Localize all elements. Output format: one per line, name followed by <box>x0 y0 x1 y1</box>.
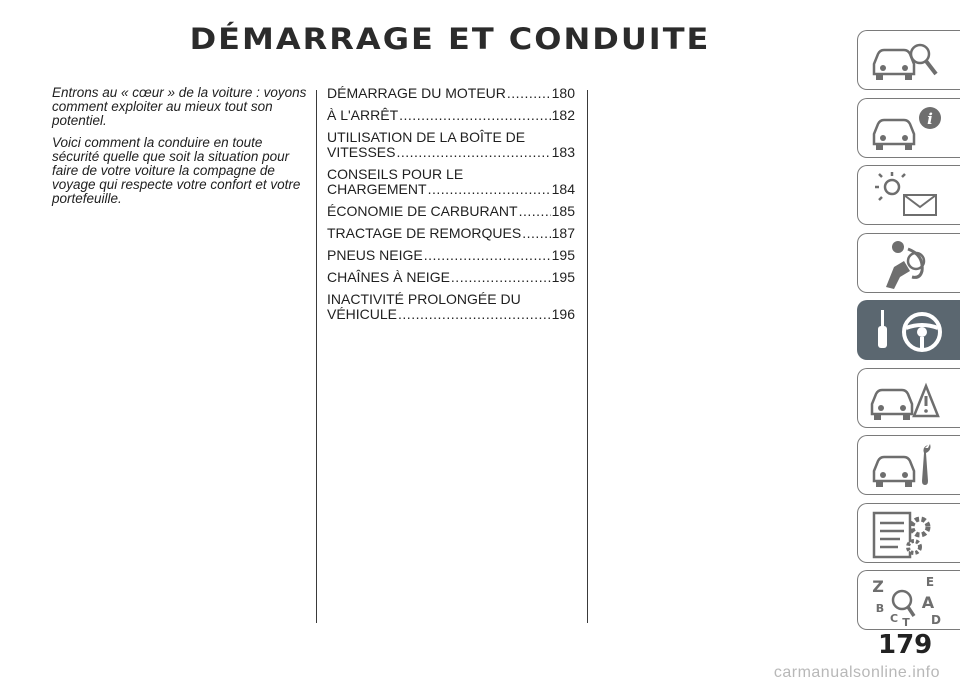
svg-text:Z: Z <box>872 577 884 596</box>
page-number: 179 <box>878 630 933 660</box>
intro-text <box>52 86 310 214</box>
toc-page-number: 195 <box>551 247 575 263</box>
toc-page-number: 195 <box>551 269 575 285</box>
chapter-tab-car-maintenance[interactable] <box>857 435 960 495</box>
toc-entry-label: CHARGEMENT <box>327 181 427 197</box>
column-divider-left <box>316 90 317 623</box>
chapter-tab-car-search[interactable] <box>857 30 960 90</box>
seat-airbag-icon <box>864 237 948 291</box>
toc-entry[interactable] <box>327 130 575 160</box>
toc-page-number: 180 <box>551 85 575 101</box>
toc-leader-dots <box>507 86 551 101</box>
toc-entry-label: UTILISATION DE LA BOÎTE DE <box>327 129 526 145</box>
chapter-tab-alphabetical-index[interactable] <box>857 570 960 630</box>
table-of-contents <box>327 86 575 329</box>
toc-leader-dots <box>428 182 551 197</box>
svg-text:i: i <box>927 109 933 128</box>
toc-leader-dots <box>396 145 550 160</box>
car-search-icon <box>864 34 948 88</box>
svg-text:A: A <box>921 593 935 612</box>
specifications-gears-icon <box>864 507 948 561</box>
toc-leader-dots <box>398 307 551 322</box>
toc-page-number: 196 <box>551 306 575 322</box>
toc-page-number: 187 <box>551 225 575 241</box>
toc-leader-dots <box>451 270 551 285</box>
toc-entry-label: VITESSES <box>327 144 396 160</box>
svg-text:E: E <box>925 575 935 589</box>
toc-entry[interactable] <box>327 248 575 263</box>
svg-text:B: B <box>875 602 885 615</box>
svg-text:D: D <box>931 613 941 627</box>
column-divider-right <box>587 90 588 623</box>
chapter-tab-key-steering-wheel[interactable] <box>857 300 960 360</box>
car-info-icon <box>864 102 948 156</box>
toc-entry-label: TRACTAGE DE REMORQUES <box>327 225 522 241</box>
toc-page-number: 182 <box>551 107 575 123</box>
car-emergency-icon <box>864 372 948 426</box>
toc-entry-label: DÉMARRAGE DU MOTEUR <box>327 85 506 101</box>
chapter-tab-seat-airbag[interactable] <box>857 233 960 293</box>
chapter-tab-car-emergency[interactable] <box>857 368 960 428</box>
chapter-tab-specifications-gears[interactable] <box>857 503 960 563</box>
toc-leader-dots <box>522 226 550 241</box>
toc-entry-label: INACTIVITÉ PROLONGÉE DU <box>327 291 521 307</box>
toc-entry[interactable] <box>327 167 575 197</box>
toc-entry-label: CHAÎNES À NEIGE <box>327 269 450 285</box>
toc-leader-dots <box>519 204 551 219</box>
intro-paragraph: Entrons au « cœur » de la voiture : voyons comment exploiter au mieux tout son potentiel. <box>52 85 307 128</box>
toc-leader-dots <box>424 248 551 263</box>
alphabetical-index-icon <box>864 574 948 628</box>
toc-entry-label: ÉCONOMIE DE CARBURANT <box>327 203 518 219</box>
intro-paragraph: Voici comment la conduire en toute sécurité quelle que soit la situation pour faire de votre voiture la compagne de voyage qui respecte votre confort et votre portefeuille. <box>52 135 301 206</box>
toc-entry[interactable] <box>327 226 575 241</box>
toc-entry[interactable] <box>327 86 575 101</box>
svg-text:C: C <box>889 612 899 625</box>
toc-entry[interactable] <box>327 108 575 123</box>
toc-page-number: 185 <box>551 203 575 219</box>
toc-entry-label: CONSEILS POUR LE <box>327 166 464 182</box>
toc-entry-label: PNEUS NEIGE <box>327 247 423 263</box>
page-title: DÉMARRAGE ET CONDUITE <box>189 21 711 57</box>
toc-entry-label: VÉHICULE <box>327 306 398 322</box>
key-steering-wheel-icon <box>864 304 948 358</box>
toc-leader-dots <box>399 108 551 123</box>
toc-entry-label: À L'ARRÊT <box>327 107 399 123</box>
svg-text:T: T <box>902 616 910 628</box>
chapter-tab-warning-light-message[interactable] <box>857 165 960 225</box>
toc-entry[interactable] <box>327 270 575 285</box>
toc-entry[interactable] <box>327 204 575 219</box>
watermark: carmanualsonline.info <box>773 664 940 681</box>
warning-light-message-icon <box>864 169 948 223</box>
toc-entry[interactable] <box>327 292 575 322</box>
toc-page-number: 183 <box>551 144 575 160</box>
car-maintenance-icon <box>864 439 948 493</box>
toc-page-number: 184 <box>551 181 575 197</box>
chapter-tab-car-info[interactable] <box>857 98 960 158</box>
